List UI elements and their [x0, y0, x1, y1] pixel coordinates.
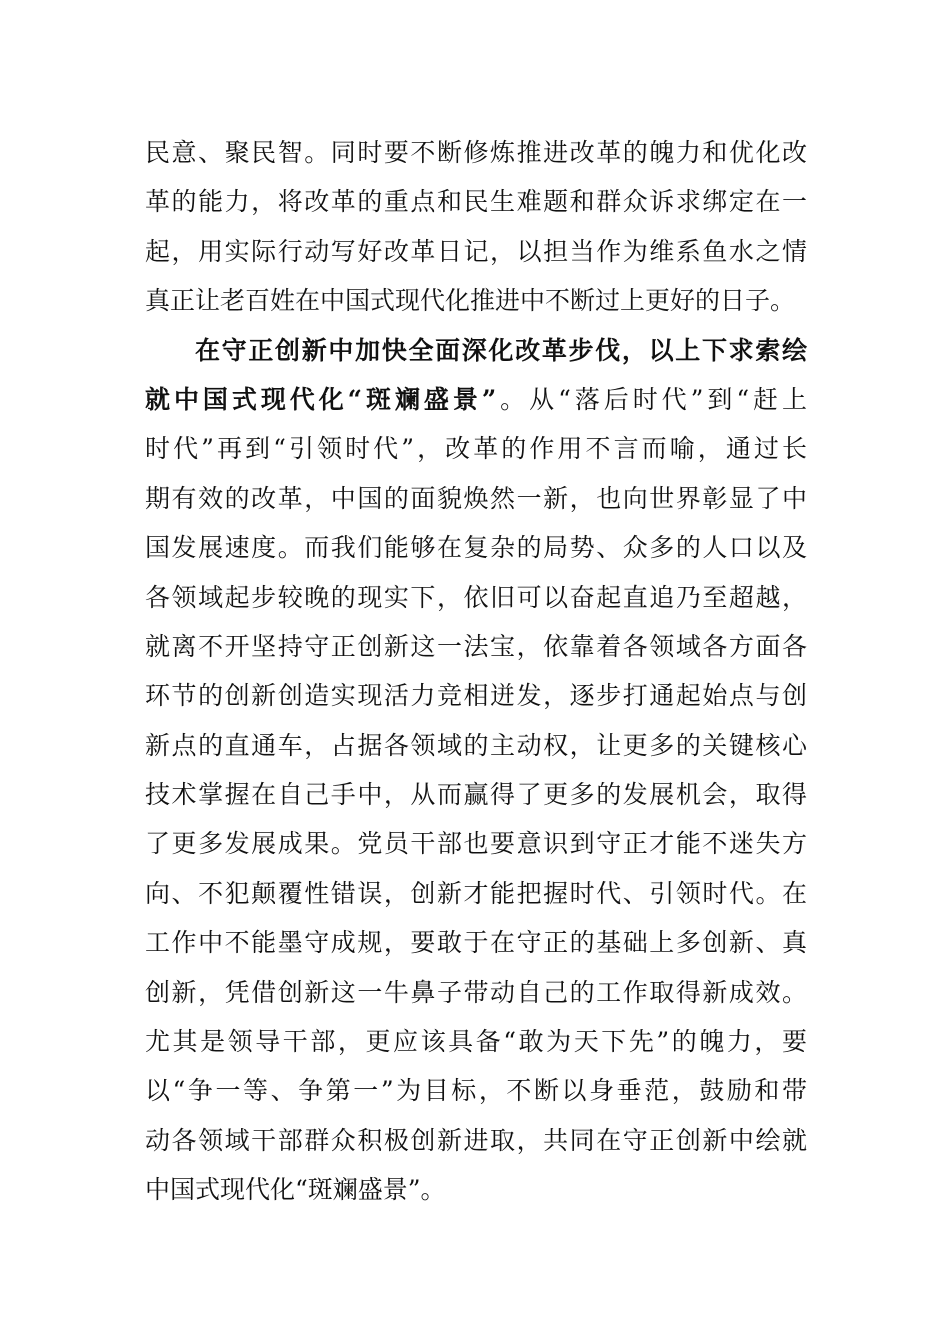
- text-line: 时代”再到“引领时代”，改革的作用不言而喻，通过长: [145, 434, 807, 464]
- text-line: 中国式现代化“斑斓盛景”。: [145, 1175, 446, 1205]
- text-line: 真正让老百姓在中国式现代化推进中不断过上更好的日子。: [145, 286, 796, 316]
- text-line: 环节的创新创造实现活力竞相迸发，逐步打通起始点与创: [145, 681, 807, 711]
- bold-heading-fragment: 就中国式现代化“斑斓盛景”: [145, 384, 497, 414]
- text-line: 向、不犯颠覆性错误，创新才能把握时代、引领时代。在: [145, 878, 807, 908]
- text-line: 创新，凭借创新这一牛鼻子带动自己的工作取得新成效。: [145, 977, 807, 1007]
- body-text: [145, 128, 807, 1215]
- text-line: 工作中不能墨守成规，要敢于在守正的基础上多创新、真: [145, 928, 807, 958]
- text-line: 新点的直通车，占据各领域的主动权，让更多的关键核心: [145, 730, 807, 760]
- bold-heading-line: 在守正创新中加快全面深化改革步伐，以上下求索绘: [195, 335, 807, 365]
- text-line: 国发展速度。而我们能够在复杂的局势、众多的人口以及: [145, 533, 807, 563]
- text-line: 各领域起步较晚的现实下，依旧可以奋起直追乃至超越，: [145, 582, 807, 612]
- text-fragment: 。从“落后时代”到“赶上: [496, 384, 808, 414]
- text-line: 就离不开坚持守正创新这一法宝，依靠着各领域各方面各: [145, 631, 807, 661]
- text-line: 起，用实际行动写好改革日记，以担当作为维系鱼水之情: [145, 236, 807, 266]
- text-line: 了更多发展成果。党员干部也要意识到守正才能不迷失方: [145, 829, 807, 859]
- text-line: 技术掌握在自己手中，从而赢得了更多的发展机会，取得: [145, 780, 807, 810]
- text-line: 动各领域干部群众积极创新进取，共同在守正创新中绘就: [145, 1125, 807, 1155]
- text-line: 民意、聚民智。同时要不断修炼推进改革的魄力和优化改: [145, 138, 807, 167]
- mixed-line: [145, 375, 807, 424]
- text-line: 尤其是领导干部，更应该具备“敢为天下先”的魄力，要: [145, 1027, 807, 1057]
- text-line: 以“争一等、争第一”为目标，不断以身垂范，鼓励和带: [145, 1076, 807, 1106]
- text-line: 期有效的改革，中国的面貌焕然一新，也向世界彰显了中: [145, 483, 807, 513]
- text-line: 革的能力，将改革的重点和民生难题和群众诉求绑定在一: [145, 187, 807, 217]
